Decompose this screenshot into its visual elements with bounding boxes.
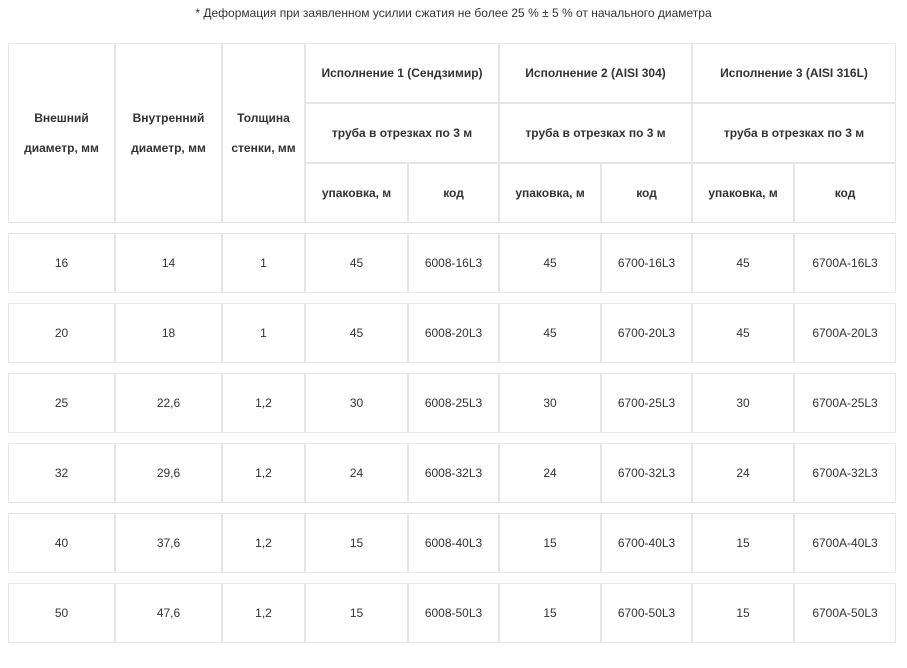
cell-outer: 16 bbox=[8, 233, 115, 293]
cell-code-2: 6700-25L3 bbox=[601, 373, 692, 433]
cell-code-3: 6700A-40L3 bbox=[794, 513, 896, 573]
cell-inner: 37,6 bbox=[115, 513, 222, 573]
cell-outer: 40 bbox=[8, 513, 115, 573]
cell-pack-2: 30 bbox=[499, 373, 601, 433]
cell-code-1: 6008-25L3 bbox=[408, 373, 499, 433]
cell-pack-2: 15 bbox=[499, 513, 601, 573]
cell-pack-3: 45 bbox=[692, 303, 794, 363]
cell-code-2: 6700-20L3 bbox=[601, 303, 692, 363]
cell-outer: 25 bbox=[8, 373, 115, 433]
header-group-2-title: Исполнение 2 (AISI 304) bbox=[499, 43, 692, 103]
cell-wall: 1 bbox=[222, 303, 305, 363]
header-group-1-sub: труба в отрезках по 3 м bbox=[305, 103, 499, 163]
cell-pack-1: 45 bbox=[305, 303, 408, 363]
cell-pack-3: 15 bbox=[692, 513, 794, 573]
cell-wall: 1 bbox=[222, 233, 305, 293]
cell-pack-3: 15 bbox=[692, 583, 794, 643]
cell-pack-1: 24 bbox=[305, 443, 408, 503]
cell-inner: 18 bbox=[115, 303, 222, 363]
header-group-1-pack: упаковка, м bbox=[305, 163, 408, 223]
cell-code-1: 6008-40L3 bbox=[408, 513, 499, 573]
cell-pack-1: 15 bbox=[305, 513, 408, 573]
cell-wall: 1,2 bbox=[222, 373, 305, 433]
cell-code-2: 6700-32L3 bbox=[601, 443, 692, 503]
cell-inner: 47,6 bbox=[115, 583, 222, 643]
cell-code-3: 6700A-25L3 bbox=[794, 373, 896, 433]
cell-inner: 14 bbox=[115, 233, 222, 293]
table-body bbox=[8, 223, 896, 643]
cell-wall: 1,2 bbox=[222, 443, 305, 503]
header-inner-diameter: Внутренний диаметр, мм bbox=[115, 43, 222, 223]
cell-pack-1: 15 bbox=[305, 583, 408, 643]
cell-code-3: 6700A-32L3 bbox=[794, 443, 896, 503]
header-outer-diameter: Внешний диаметр, мм bbox=[8, 43, 115, 223]
cell-wall: 1,2 bbox=[222, 513, 305, 573]
header-group-1-code: код bbox=[408, 163, 499, 223]
cell-code-2: 6700-50L3 bbox=[601, 583, 692, 643]
cell-code-2: 6700-40L3 bbox=[601, 513, 692, 573]
table-row bbox=[8, 583, 896, 643]
pipe-spec-table bbox=[8, 43, 896, 643]
cell-code-2: 6700-16L3 bbox=[601, 233, 692, 293]
cell-pack-2: 45 bbox=[499, 303, 601, 363]
cell-outer: 50 bbox=[8, 583, 115, 643]
footnote: * Деформация при заявленном усилии сжатия не более 25 % ± 5 % от начального диаметра bbox=[195, 6, 712, 20]
header-group-2-code: код bbox=[601, 163, 692, 223]
header-group-3-pack: упаковка, м bbox=[692, 163, 794, 223]
cell-pack-1: 30 bbox=[305, 373, 408, 433]
table-row bbox=[8, 303, 896, 363]
header-group-2-pack: упаковка, м bbox=[499, 163, 601, 223]
cell-code-1: 6008-50L3 bbox=[408, 583, 499, 643]
cell-code-1: 6008-20L3 bbox=[408, 303, 499, 363]
header-group-2-sub: труба в отрезках по 3 м bbox=[499, 103, 692, 163]
cell-code-3: 6700A-16L3 bbox=[794, 233, 896, 293]
cell-pack-2: 24 bbox=[499, 443, 601, 503]
header-group-3-title: Исполнение 3 (AISI 316L) bbox=[692, 43, 896, 103]
header-group-3-code: код bbox=[794, 163, 896, 223]
cell-outer: 32 bbox=[8, 443, 115, 503]
header-row-groups bbox=[8, 43, 896, 103]
cell-inner: 29,6 bbox=[115, 443, 222, 503]
table-header bbox=[8, 43, 896, 223]
cell-outer: 20 bbox=[8, 303, 115, 363]
table-row bbox=[8, 373, 896, 433]
table-row bbox=[8, 513, 896, 573]
cell-code-3: 6700A-50L3 bbox=[794, 583, 896, 643]
header-group-3-sub: труба в отрезках по 3 м bbox=[692, 103, 896, 163]
cell-code-1: 6008-16L3 bbox=[408, 233, 499, 293]
table-row bbox=[8, 443, 896, 503]
cell-pack-3: 45 bbox=[692, 233, 794, 293]
cell-pack-2: 15 bbox=[499, 583, 601, 643]
header-wall-thickness: Толщина стенки, мм bbox=[222, 43, 305, 223]
cell-pack-2: 45 bbox=[499, 233, 601, 293]
table-row bbox=[8, 233, 896, 293]
cell-pack-3: 30 bbox=[692, 373, 794, 433]
cell-inner: 22,6 bbox=[115, 373, 222, 433]
cell-code-1: 6008-32L3 bbox=[408, 443, 499, 503]
cell-code-3: 6700A-20L3 bbox=[794, 303, 896, 363]
cell-pack-3: 24 bbox=[692, 443, 794, 503]
cell-pack-1: 45 bbox=[305, 233, 408, 293]
header-group-1-title: Исполнение 1 (Сендзимир) bbox=[305, 43, 499, 103]
cell-wall: 1,2 bbox=[222, 583, 305, 643]
